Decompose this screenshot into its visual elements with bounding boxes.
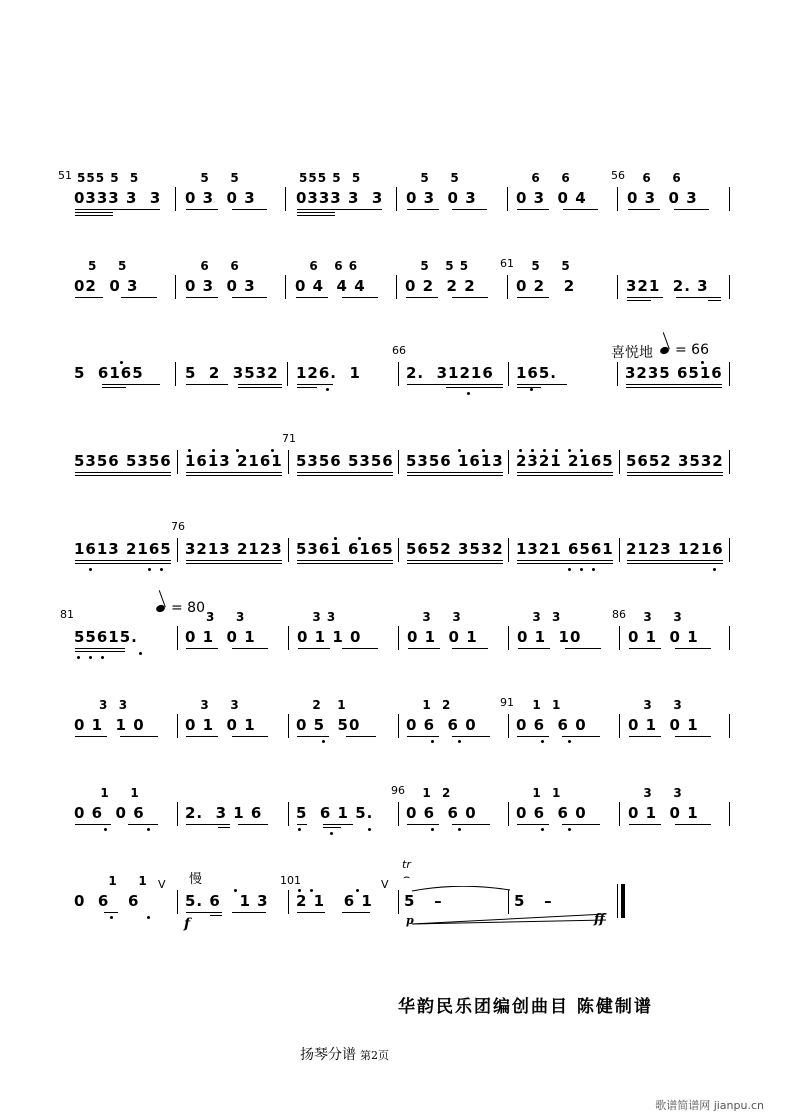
forte-mark: f <box>184 916 191 932</box>
barline <box>619 450 620 474</box>
melody-notes: 0 3 0 3 <box>627 189 698 207</box>
upper-notes: 6 6 <box>190 259 240 273</box>
melody-notes: 5652 3532 <box>626 452 724 470</box>
barline <box>398 626 399 650</box>
barline <box>398 890 399 914</box>
barline <box>617 275 618 299</box>
melody-notes: 5356 1613 <box>406 452 504 470</box>
melody-notes: 3235 6516 <box>625 364 723 382</box>
barline <box>617 187 618 211</box>
arranger-credit: 华韵民乐团编创曲目 陈健制谱 <box>398 997 653 1017</box>
tempo-value: = 66 <box>675 342 709 358</box>
upper-notes: 5 5 <box>88 259 128 273</box>
melody-notes: 2. 3 1 6 <box>185 804 263 822</box>
melody-notes: 5 – <box>514 892 553 910</box>
upper-notes: 3 3 <box>633 610 683 624</box>
melody-notes: 0 6 6 0 <box>516 804 587 822</box>
barline <box>619 714 620 738</box>
upper-notes: 1 1 <box>522 786 562 800</box>
upper-notes: 555 5 5 <box>299 171 362 185</box>
melody-notes: 5 6165 <box>74 364 144 382</box>
upper-notes: 3 3 <box>412 610 462 624</box>
melody-notes: 0 1 0 1 <box>628 804 699 822</box>
upper-notes: 3 3 <box>206 610 246 624</box>
barline <box>508 714 509 738</box>
melody-notes: 5356 5356 <box>296 452 394 470</box>
breath-mark: V <box>381 878 389 891</box>
barline <box>508 362 509 386</box>
melody-notes: 3213 2123 <box>185 540 283 558</box>
barline <box>288 450 289 474</box>
score-row-6 <box>0 600 790 704</box>
melody-notes: 0 6 6 0 <box>406 804 477 822</box>
melody-notes: 0 2 2 <box>516 277 576 295</box>
quarter-note-icon <box>659 346 670 356</box>
tempo-text: 喜悦地 <box>611 345 653 361</box>
score-row-4 <box>0 428 790 528</box>
score-title: 扬琴分谱 <box>300 1047 356 1063</box>
melody-notes: 0 2 2 2 <box>405 277 476 295</box>
melody-notes: 321 2. 3 <box>626 277 709 295</box>
score-row-7 <box>0 692 790 792</box>
melody-notes: 0 1 1 0 <box>74 716 145 734</box>
melody-notes: 0 1 1 0 <box>297 628 362 646</box>
barline <box>288 714 289 738</box>
tempo-value: = 80 <box>171 600 205 616</box>
barline <box>288 538 289 562</box>
barline <box>396 187 397 211</box>
melody-notes: 2321 2165 <box>516 452 614 470</box>
melody-notes: 55615. <box>74 628 138 646</box>
barline <box>619 626 620 650</box>
melody-notes: 2 1 6 1 <box>296 892 373 910</box>
barline <box>729 714 730 738</box>
barline <box>175 187 176 211</box>
barline <box>729 626 730 650</box>
watermark: 歌谱简谱网 jianpu.cn <box>655 1099 764 1112</box>
melody-notes: 1613 2161 <box>185 452 283 470</box>
barline <box>396 275 397 299</box>
page-footer <box>300 1044 389 1064</box>
barline <box>288 890 289 914</box>
melody-notes: 5 2 3532 <box>185 364 279 382</box>
upper-notes: 3 3 <box>633 698 683 712</box>
melody-notes: 5652 3532 <box>406 540 504 558</box>
barline <box>288 626 289 650</box>
melody-notes: 5356 5356 <box>74 452 172 470</box>
melody-notes: 0 1 0 1 <box>185 628 256 646</box>
melody-notes: 5361 6165 <box>296 540 394 558</box>
barline <box>729 450 730 474</box>
upper-notes: 555 5 5 <box>77 171 140 185</box>
upper-notes: 1 2 <box>412 786 452 800</box>
upper-notes: 5 5 <box>410 171 460 185</box>
melody-notes: 0 5 50 <box>296 716 361 734</box>
melody-notes: 5 6 1 5. <box>296 804 374 822</box>
fortissimo-mark: ff <box>594 912 605 927</box>
measure-number: 101 <box>280 874 301 887</box>
barline <box>729 538 730 562</box>
barline <box>177 890 178 914</box>
barline <box>177 626 178 650</box>
melody-notes: 0 1 0 1 <box>407 628 478 646</box>
melody-notes: 165. <box>516 364 558 382</box>
barline <box>619 538 620 562</box>
measure-number: 66 <box>392 344 406 357</box>
barline <box>398 714 399 738</box>
measure-number: 81 <box>60 608 74 621</box>
melody-notes: 0 4 4 4 <box>295 277 366 295</box>
barline <box>617 362 618 386</box>
upper-notes: 5 5 <box>521 259 571 273</box>
barline <box>177 538 178 562</box>
upper-notes: 5 5 <box>190 171 240 185</box>
final-barline <box>617 884 618 918</box>
melody-notes: 0 6 6 0 <box>516 716 587 734</box>
barline <box>619 802 620 826</box>
upper-notes: 6 6 <box>521 171 571 185</box>
measure-number: 86 <box>612 608 626 621</box>
barline <box>507 275 508 299</box>
score-row-5 <box>0 516 790 616</box>
barline <box>508 626 509 650</box>
barline <box>508 802 509 826</box>
page-number: 第2页 <box>360 1049 389 1062</box>
barline <box>287 362 288 386</box>
upper-notes: 1 1 <box>90 786 140 800</box>
barline <box>398 538 399 562</box>
barline <box>508 538 509 562</box>
upper-notes: 3 3 <box>302 610 337 624</box>
barline <box>177 714 178 738</box>
barline <box>508 890 509 914</box>
barline <box>398 802 399 826</box>
final-barline-thick <box>621 884 625 918</box>
melody-notes: 1613 2165 <box>74 540 172 558</box>
melody-notes: 0333 3 3 <box>74 189 162 207</box>
barline <box>729 362 730 386</box>
score-row-1 <box>0 165 790 265</box>
melody-notes: 0333 3 3 <box>296 189 384 207</box>
upper-notes: 3 3 <box>522 610 562 624</box>
decrescendo-hairpin <box>410 886 610 926</box>
melody-notes: 5 – <box>404 892 443 910</box>
measure-number: 96 <box>391 784 405 797</box>
barline <box>175 275 176 299</box>
melody-notes: 2123 1216 <box>626 540 724 558</box>
score-row-3 <box>0 340 790 440</box>
barline <box>507 187 508 211</box>
upper-notes: 3 3 <box>190 698 240 712</box>
trill-mark: tr <box>402 858 411 871</box>
upper-notes: 6 6 <box>632 171 682 185</box>
melody-notes: 0 6 6 0 <box>406 716 477 734</box>
tempo-marking <box>660 342 709 358</box>
melody-notes: 0 3 0 3 <box>185 189 256 207</box>
measure-number: 71 <box>282 432 296 445</box>
upper-notes: 6 6 6 <box>299 259 359 273</box>
melody-notes: 0 3 0 4 <box>516 189 587 207</box>
score-row-9 <box>0 858 790 968</box>
melody-notes: 0 6 0 6 <box>74 804 145 822</box>
tempo-marking <box>156 600 205 616</box>
barline <box>729 187 730 211</box>
slow-mark: 慢 <box>189 872 203 887</box>
melody-notes: 0 6 6 <box>74 892 140 910</box>
melody-notes: 5. 6 1 3 <box>185 892 269 910</box>
barline <box>398 362 399 386</box>
melody-notes: 0 3 0 3 <box>406 189 477 207</box>
measure-number: 91 <box>500 696 514 709</box>
measure-number: 61 <box>500 257 514 270</box>
score-row-8 <box>0 780 790 880</box>
barline <box>729 802 730 826</box>
upper-notes: 5 5 5 <box>410 259 470 273</box>
upper-notes: 3 3 <box>633 786 683 800</box>
barline <box>398 450 399 474</box>
melody-notes: 126. 1 <box>296 364 361 382</box>
quarter-note-icon <box>155 604 166 614</box>
barline <box>288 802 289 826</box>
upper-notes: 3 3 <box>99 698 129 712</box>
barline <box>285 275 286 299</box>
barline <box>177 450 178 474</box>
melody-notes: 2. 31216 <box>406 364 494 382</box>
melody-notes: 02 0 3 <box>74 277 139 295</box>
upper-notes: 1 1 <box>522 698 562 712</box>
piano-mark: p <box>406 914 414 927</box>
upper-notes: 1 2 <box>412 698 452 712</box>
melody-notes: 0 3 0 3 <box>185 277 256 295</box>
measure-number: 76 <box>171 520 185 533</box>
melody-notes: 0 1 0 1 <box>628 716 699 734</box>
barline <box>285 187 286 211</box>
barline <box>508 450 509 474</box>
melody-notes: 0 1 10 <box>517 628 582 646</box>
upper-notes: 1 1 <box>98 874 148 888</box>
melody-notes: 0 1 0 1 <box>185 716 256 734</box>
barline <box>175 362 176 386</box>
breath-mark: V <box>158 878 166 891</box>
melody-notes: 1321 6561 <box>516 540 614 558</box>
measure-number: 51 <box>58 169 72 182</box>
barline <box>177 802 178 826</box>
score-row-2 <box>0 253 790 353</box>
fermata-mark: ⌢ <box>403 870 411 883</box>
upper-notes: 2 1 <box>302 698 347 712</box>
measure-number: 56 <box>611 169 625 182</box>
barline <box>729 275 730 299</box>
melody-notes: 0 1 0 1 <box>628 628 699 646</box>
